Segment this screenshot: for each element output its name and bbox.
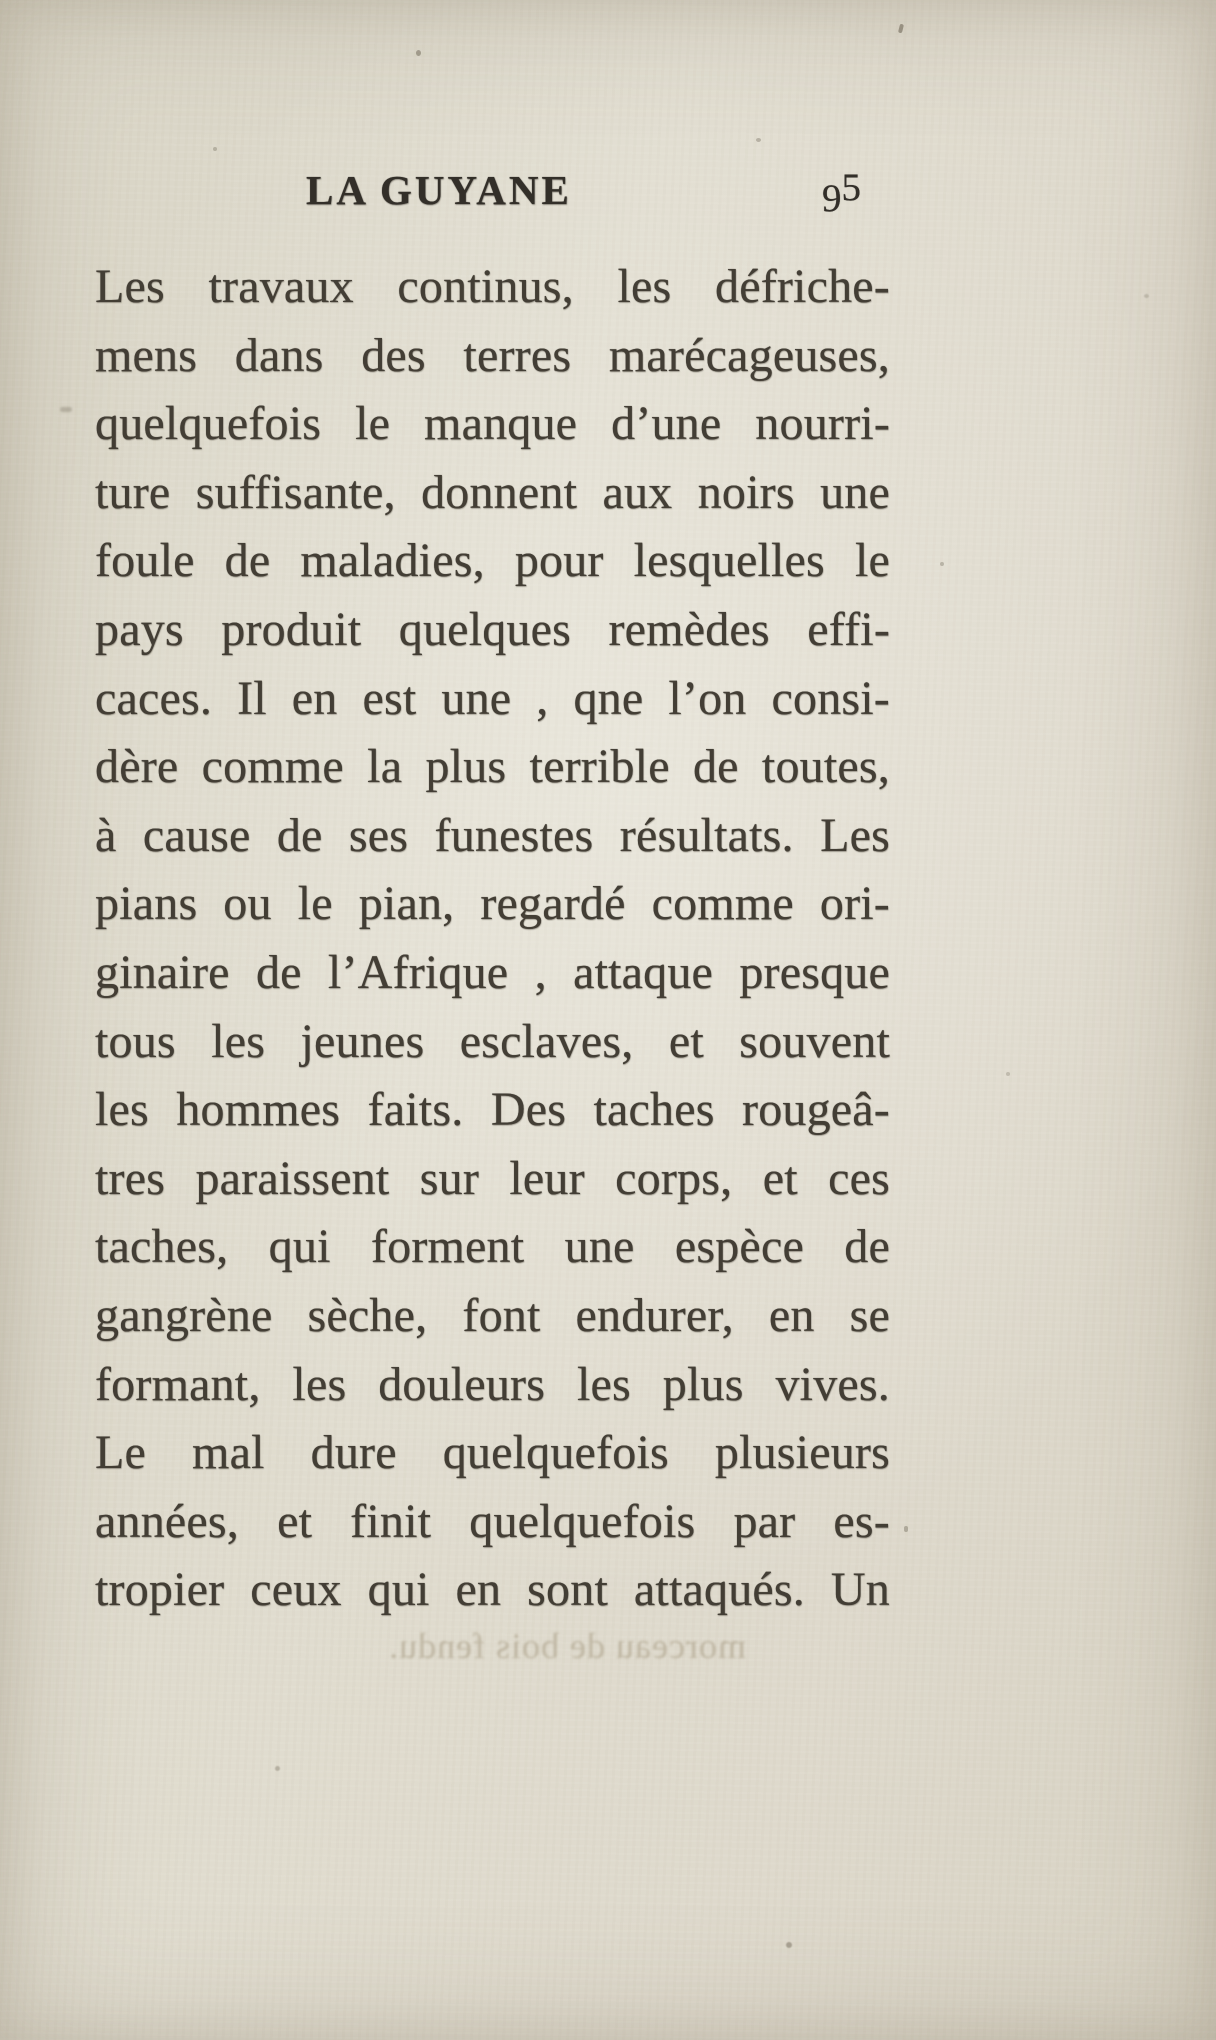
text-line: gangrène sèche, font endurer, en se — [95, 1288, 890, 1342]
text-line: tous les jeunes esclaves, et souvent — [95, 1014, 890, 1068]
text-line: formant, les douleurs les plus vives. — [95, 1357, 890, 1411]
paper-speck — [1144, 294, 1149, 298]
text-line: années, et finit quelquefois par es- — [95, 1494, 890, 1548]
paper-speck — [940, 562, 944, 566]
bleedthrough-text: morceau de bois fendu. — [388, 1626, 746, 1666]
text-line: quelquefois le manque d’une nourri- — [95, 397, 890, 451]
text-line: Les travaux continus, les défriche- — [95, 260, 890, 313]
text-line: tres paraissent sur leur corps, et ces — [95, 1151, 890, 1205]
paper-speck — [786, 1942, 792, 1948]
page-number-digit: 9 — [822, 177, 842, 220]
text-line: ture suffisante, donnent aux noirs une — [95, 465, 890, 519]
text-line: mens dans des terres marécageuses, — [95, 328, 890, 382]
body-text — [95, 253, 890, 1625]
page-number — [822, 166, 861, 220]
text-line: dère comme la plus terrible de toutes, — [95, 740, 890, 794]
text-line: foule de maladies, pour lesquelles le — [95, 534, 890, 588]
paper-speck — [60, 407, 72, 412]
text-line: à cause de ses funestes résultats. Les — [95, 808, 890, 862]
text-line: pays produit quelques remèdes effi- — [95, 602, 890, 656]
page-header — [0, 0, 1216, 240]
text-line: Le mal dure quelquefois plusieurs — [95, 1426, 890, 1480]
page-number-digit: 5 — [841, 166, 861, 209]
text-line: les hommes faits. Des taches rougeâ- — [95, 1083, 890, 1137]
paper-speck — [275, 1766, 280, 1771]
text-line: caces. Il en est une , qne l’on consi- — [95, 671, 890, 725]
paper-speck — [904, 1526, 908, 1532]
page-title: LA GUYANE — [306, 167, 572, 213]
text-line: ginaire de l’Afrique , attaque presque — [95, 945, 890, 999]
paper-speck — [1006, 1072, 1010, 1076]
text-line: tropier ceux qui en sont attaqués. Un — [95, 1563, 890, 1617]
text-line: pians ou le pian, regardé comme ori- — [95, 877, 890, 931]
text-line: taches, qui forment une espèce de — [95, 1220, 890, 1274]
